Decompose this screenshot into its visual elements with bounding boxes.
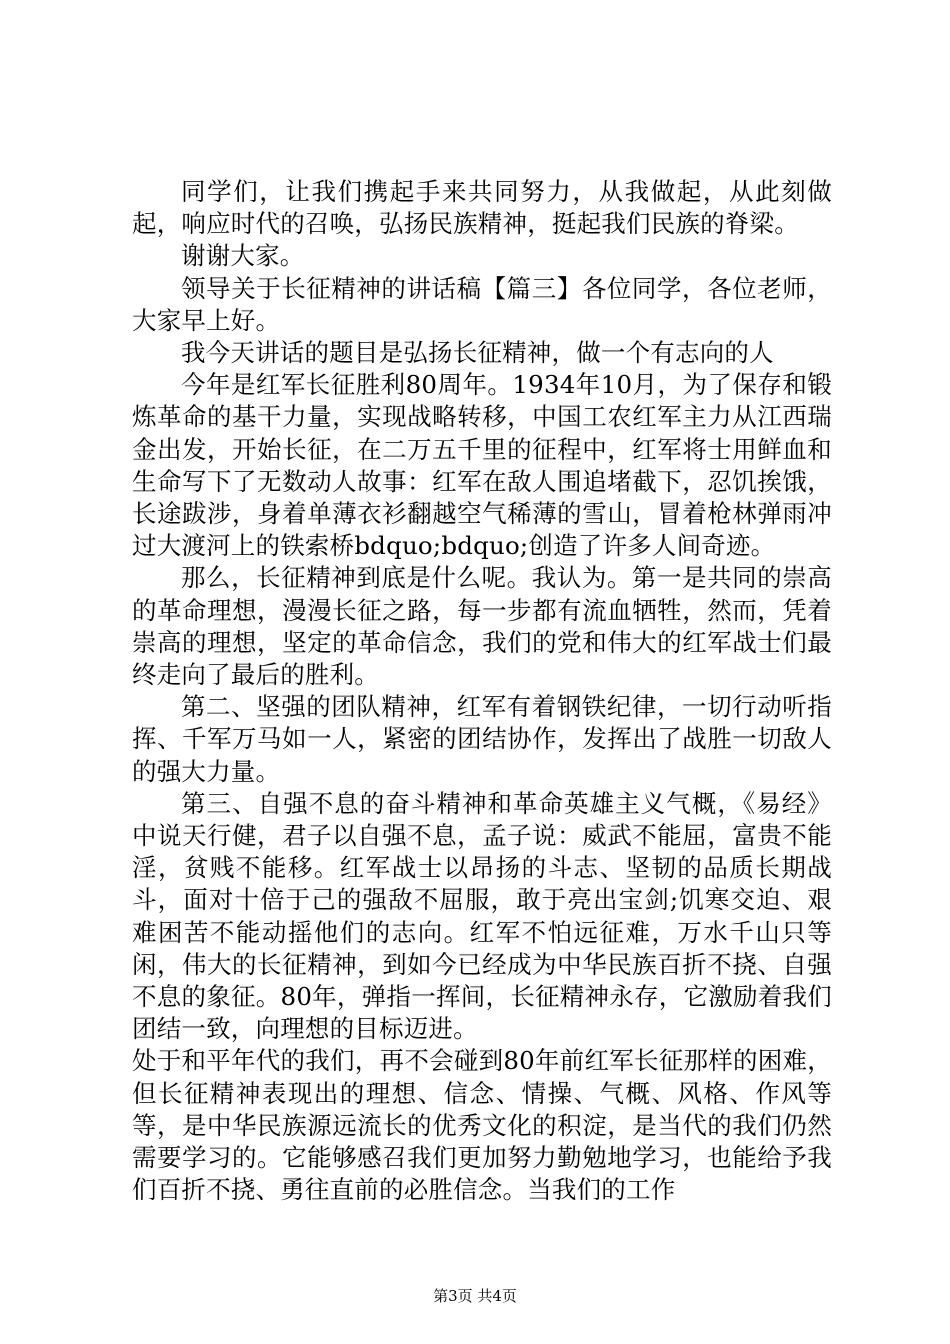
paragraph-third-point: 第三、自强不息的奋斗精神和革命英雄主义气概，《易经》中说天行健，君子以自强不息，孟子说：威武不能屈，富贵不能淫，贫贱不能移。红军战士以昂扬的斗志、坚韧的品质长期战斗，面对十倍于己的强敌不屈服，敢于亮出宝剑;饥寒交迫、艰难困苦不能动摇他们的志向。红军不怕远征难，万水千山只等闲，伟大的长征精神，到如今已经成为中华民族百折不挠、自强不息的象征。80年，弹指一挥间，长征精神永存，它激励着我们团结一致，向理想的目标迈进。 [132,788,832,1044]
paragraph-peace-era: 处于和平年代的我们，再不会碰到80年前红军长征那样的困难，但长征精神表现出的理想、信念、情操、气概、风格、作风等等，是中华民族源远流长的优秀文化的积淀，是当代的我们仍然需要学习的。它能够感召我们更加努力勤勉地学习，也能给予我们百折不挠、勇往直前的必胜信念。当我们的工作 [132,1046,832,1205]
paragraph-speech-topic: 我今天讲话的题目是弘扬长征精神，做一个有志向的人 [181,338,774,368]
paragraph-first-point: 那么，长征精神到底是什么呢。我认为。第一是共同的崇高的革命理想，漫漫长征之路，每一步都有流血牺牲，然而，凭着崇高的理想，坚定的革命信念，我们的党和伟大的红军战士们最终走向了最后的胜利。 [132,563,832,690]
paragraph-long-march-history: 今年是红军长征胜利80周年。1934年10月，为了保存和锻炼革命的基干力量，实现战略转移，中国工农红军主力从江西瑞金出发，开始长征，在二万五千里的征程中，红军将士用鲜血和生命写下了无数动人故事：红军在敌人围追堵截下，忍饥挨饿，长途跋涉，身着单薄衣衫翻越空气稀薄的雪山，冒着枪林弹雨冲过大渡河上的铁索桥bdquo;bdquo;创造了许多人间奇迹。 [132,370,832,561]
paragraph-closing-call: 同学们，让我们携起手来共同努力，从我做起，从此刻做起，响应时代的召唤，弘扬民族精神，挺起我们民族的脊梁。 [132,177,832,239]
paragraph-section-title: 领导关于长征精神的讲话稿【篇三】各位同学，各位老师，大家早上好。 [132,273,832,335]
paragraph-thanks: 谢谢大家。 [181,241,305,271]
paragraph-second-point: 第二、坚强的团队精神，红军有着钢铁纪律，一切行动听指挥、千军万马如一人，紧密的团结协作，发挥出了战胜一切敌人的强大力量。 [132,692,832,786]
document-body [132,176,832,1207]
page-number-footer: 第3页 共4页 [433,1287,517,1305]
